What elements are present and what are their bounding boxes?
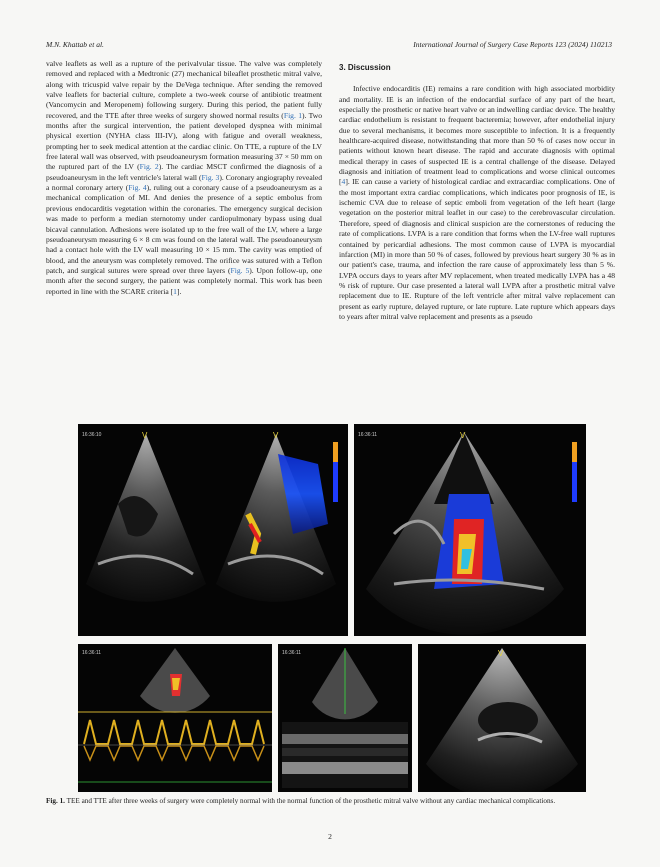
tte-panel: [418, 644, 586, 792]
fig5-link[interactable]: Fig. 5: [230, 265, 250, 275]
text-run: ].: [176, 286, 182, 296]
text-run: ), ruling out a coronary cause of a pseudoaneurysm as a mechanical complication of MI. And denies the presence of a septic embolus from previous endocarditis vegetation within the coronaries. The emergency surgical decision was made to perform a median sternotomy under cardiopulmonary bypass using dual bicaval cannulation. Adhesions were isolated up to the free wall of the LV, where a large pseudoaneurysm measuring 6 × 8 cm was found on the lateral wall. The pseudoaneurysm had a contact hole with the LV wall measuring 10 × 15 mm. The cavity was emptied of blood, and the aneurysm was completely removed. The orifice was sutured with a Teflon patch, and surgical sutures were spread over three layers (: [46, 183, 322, 275]
svg-text:V: V: [273, 431, 279, 440]
figure-caption-text: TEE and TTE after three weeks of surgery were completely normal with the normal function of the prosthetic mitral valve without any cardiac mechanical complications.: [64, 797, 556, 805]
text-run: Infective endocarditis (IE) remains a rare condition with high associated morbidity and mortality. IE is an infection of the endocardial surface of any part of the heart, especially the prosthetic or native heart valve or an indwelling cardiac device. The healthy cardiac endothelium is resistant to frequent bacteremia; however, after endothelial injury due to several mechanisms, it becomes more susceptible to infection. It is a frequently healthcare-acquired disease, notwithstanding that more than 50 % of cases now occur in patients without known heart disease. The rapid and accurate diagnosis with optimal medical therapy in cases of suspected IE is a central challenge of the disease. Delayed diagnosis and initiation of treatment lead to complications and worse clinical outcomes [: [339, 84, 615, 187]
left-text-column: [46, 59, 322, 297]
svg-text:16:36:11: 16:36:11: [282, 650, 302, 656]
fig3-link[interactable]: Fig. 3: [201, 172, 220, 182]
fig4-link[interactable]: Fig. 4: [128, 183, 147, 193]
figure-label: Fig. 1.: [46, 797, 65, 805]
figure-1: [78, 424, 586, 792]
fig2-link[interactable]: Fig. 2: [139, 162, 159, 172]
svg-text:V: V: [460, 431, 466, 440]
tee-dual-panel: [78, 424, 348, 636]
text-run: ). The cardiac MSCT confirmed the diagnosis of a pseudoaneurysm in the left ventricle's lateral wall (: [46, 162, 322, 182]
running-header-authors: M.N. Khattab et al.: [46, 40, 104, 49]
text-run: ). Coronary angiography revealed a normal coronary artery (: [46, 172, 322, 193]
figure-caption: [46, 797, 616, 807]
page-number: 2: [328, 832, 332, 841]
text-run: ). Two months after the surgical intervention, the patient developed dyspnea with minimal physical exertion (NYHA class III-IV), along with fatigue and overall weakness, prompting her to seek medical attention at the cardiac clinic. On TTE, a rupture of the LV free lateral wall was observed, with pseudoaneurysm formation measuring 37 × 50 mm on the ruptured part of the LV (: [46, 110, 323, 172]
section-heading: 3. Discussion: [339, 63, 391, 72]
right-text-column: [339, 59, 615, 322]
m-mode-panel: [278, 644, 412, 792]
svg-text:16:36:11: 16:36:11: [358, 432, 378, 438]
svg-text:16:36:10: 16:36:10: [82, 432, 102, 438]
text-run: ). Upon follow-up, one month after the second surgery, the patient was completely normal. This work has been reported in line with the SCARE criteria [: [46, 265, 322, 296]
text-run: ]. IE can cause a variety of histological cardiac and extracardiac complications. One of the most important extra cardiac complications, which indicates poor prognosis of IE, is ischemic CVA due to release of septic emboli from vegetation of the left heart (large vegetation on the posterior mitral leaflet in our case) to the cerebrovascular circulation. Therefore, speed of diagnosis and clinical suspicion are the cornerstones of reducing the rate of complications. LVPA is a rare condition that forms when the LV-free wall ruptures contained by pericardial adhesions. The most common cause of LVPA is myocardial infarction (MI) in more than 50 % of cases, followed by previous heart surgery 30 % as in our patient's case, trauma, and infection the rare cause of approximately less than 5 %. LVPA occurs days to years after MV replacement, when treated medically LVPA has a 48 % risk of rupture. Our case presented a lateral wall LVPA after a prosthetic mitral valve replacement due to IE. Rupture of the left ventricle after mitral valve replacement can present as early rupture, delayed rupture, or late rupture. Late rupture which appears days to years after mitral valve replacement and presents as a pseudo: [339, 177, 615, 321]
svg-text:V: V: [498, 649, 504, 658]
spectral-doppler-panel: [78, 644, 272, 792]
svg-text:16:36:11: 16:36:11: [82, 650, 102, 656]
text-run: valve leaflets as well as a rupture of the perivalvular tissue. The valve was completely removed and replaced with a Medtronic (27) mechanical bileaflet prosthetic mitral valve, along with tricuspid valve repair by the DeVega technique. After sending the removed valve leaflets for bacterial culture, complete a two-week course of antibiotic treatment (Vancomycin and Meropenem) following surgery. During this period, the patient fully recovered, and the TTE after three weeks of surgery showed normal results (: [46, 59, 322, 120]
discussion-paragraph: [339, 84, 615, 322]
svg-text:V: V: [142, 431, 148, 440]
ref1-link[interactable]: 1: [173, 286, 177, 296]
case-paragraph: [46, 59, 322, 297]
doppler-panel: [354, 424, 586, 636]
running-header-journal: International Journal of Surgery Case Reports 123 (2024) 110213: [413, 40, 612, 49]
fig1-link[interactable]: Fig. 1: [283, 110, 302, 120]
ref4-link[interactable]: 4: [341, 177, 346, 187]
